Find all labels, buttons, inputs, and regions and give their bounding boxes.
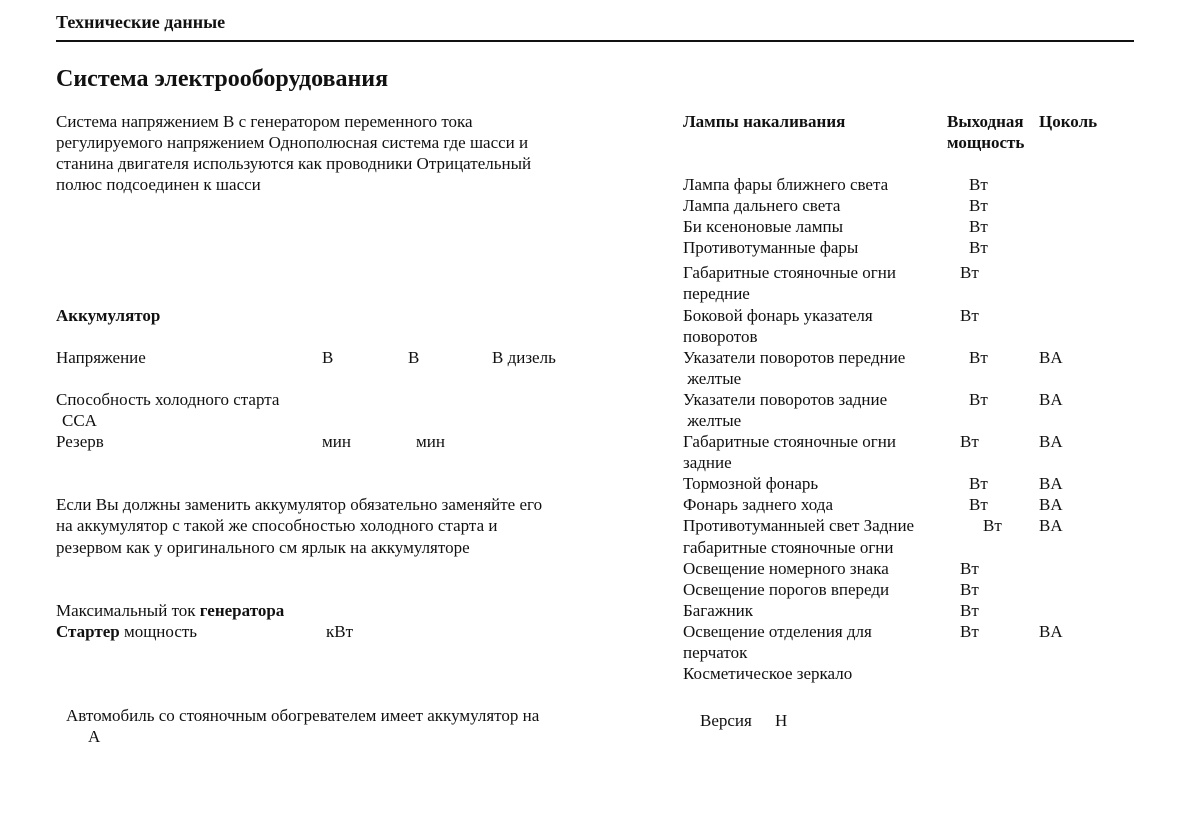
intro-line: станина двигателя используются как проводники Отрицательный bbox=[56, 154, 532, 173]
voltage-value: В bbox=[408, 348, 420, 367]
lamp-base: BA bbox=[1039, 432, 1063, 451]
starter-unit: кВт bbox=[326, 622, 354, 641]
lamp-name-cont: желтые bbox=[683, 369, 742, 388]
heater-note-line2: А bbox=[88, 727, 101, 746]
generator-line bbox=[56, 600, 284, 621]
lamp-name: Противотуманные фары bbox=[683, 238, 859, 257]
cold-start-label: Способность холодного старта bbox=[56, 390, 280, 409]
header-divider bbox=[56, 40, 1134, 42]
reserve-label: Резерв bbox=[56, 432, 104, 451]
lamps-header-power: Выходная bbox=[947, 112, 1024, 131]
lamp-name-cont: задние bbox=[683, 453, 732, 472]
lamp-power: Вт bbox=[983, 516, 1002, 535]
voltage-value: В bbox=[322, 348, 334, 367]
lamp-power: Вт bbox=[969, 175, 988, 194]
lamp-name: Указатели поворотов задние bbox=[683, 390, 888, 409]
battery-heading: Аккумулятор bbox=[56, 306, 161, 325]
lamp-name-cont: габаритные стояночные огни bbox=[683, 538, 894, 557]
lamp-name: Указатели поворотов передние bbox=[683, 348, 906, 367]
lamps-header-power-2: мощность bbox=[947, 133, 1025, 152]
lamp-name: Багажник bbox=[683, 601, 754, 620]
reserve-value: мин bbox=[416, 432, 445, 451]
lamp-power: Вт bbox=[960, 432, 979, 451]
lamp-name: Лампа фары ближнего света bbox=[683, 175, 889, 194]
lamps-header-name: Лампы накаливания bbox=[683, 112, 846, 131]
lamp-power: Вт bbox=[969, 196, 988, 215]
lamp-name: Фонарь заднего хода bbox=[683, 495, 833, 514]
lamp-power: Вт bbox=[960, 601, 979, 620]
lamp-power: Вт bbox=[960, 622, 979, 641]
lamps-header-base: Цоколь bbox=[1039, 112, 1098, 131]
lamp-name-cont: перчаток bbox=[683, 643, 748, 662]
lamp-name: Освещение отделения для bbox=[683, 622, 872, 641]
lamp-power: Вт bbox=[960, 263, 979, 282]
lamp-base: BA bbox=[1039, 622, 1063, 641]
lamp-power: Вт bbox=[969, 238, 988, 257]
starter-line bbox=[56, 621, 197, 642]
generator-prefix: Максимальный ток bbox=[56, 601, 200, 620]
lamp-name: Лампа дальнего света bbox=[683, 196, 841, 215]
lamp-power: Вт bbox=[969, 217, 988, 236]
lamp-base: BA bbox=[1039, 390, 1063, 409]
lamp-name: Би ксеноновые лампы bbox=[683, 217, 843, 236]
lamp-name: Противотуманныей свет Задние bbox=[683, 516, 915, 535]
intro-line: Система напряжением В с генератором переменного тока bbox=[56, 112, 473, 131]
lamp-base: BA bbox=[1039, 348, 1063, 367]
note-line: резервом как у оригинального см ярлык на аккумуляторе bbox=[56, 538, 470, 557]
starter-rest: мощность bbox=[119, 622, 198, 641]
lamp-power: Вт bbox=[960, 559, 979, 578]
lamp-power: Вт bbox=[969, 390, 988, 409]
lamp-name: Тормозной фонарь bbox=[683, 474, 819, 493]
lamp-power: Вт bbox=[969, 348, 988, 367]
lamp-power: Вт bbox=[969, 474, 988, 493]
lamp-power: Вт bbox=[960, 580, 979, 599]
lamp-name: Косметическое зеркало bbox=[683, 664, 853, 683]
lamp-base: BA bbox=[1039, 474, 1063, 493]
section-title: Система электрооборудования bbox=[56, 66, 389, 92]
lamp-power: Вт bbox=[960, 306, 979, 325]
running-header: Технические данные bbox=[56, 12, 226, 32]
lamp-base: BA bbox=[1039, 495, 1063, 514]
lamp-name-cont: поворотов bbox=[683, 327, 758, 346]
version-label: Версия bbox=[700, 711, 752, 730]
cold-start-sub: CCA bbox=[62, 411, 97, 430]
lamp-base: BA bbox=[1039, 516, 1063, 535]
lamp-name: Габаритные стояночные огни bbox=[683, 432, 896, 451]
heater-note-line1: Автомобиль со стояночным обогревателем имеет аккумулятор на bbox=[66, 706, 540, 725]
intro-line: полюс подсоединен к шасси bbox=[56, 175, 261, 194]
lamp-power: Вт bbox=[969, 495, 988, 514]
voltage-label: Напряжение bbox=[56, 348, 146, 367]
lamp-name-cont: желтые bbox=[683, 411, 742, 430]
reserve-value: мин bbox=[322, 432, 351, 451]
note-line: Если Вы должны заменить аккумулятор обязательно заменяйте его bbox=[56, 495, 543, 514]
note-line: на аккумулятор с такой же способностью холодного старта и bbox=[56, 516, 498, 535]
lamp-name: Освещение номерного знака bbox=[683, 559, 889, 578]
intro-line: регулируемого напряжением Однополюсная система где шасси и bbox=[56, 133, 529, 152]
lamp-name: Боковой фонарь указателя bbox=[683, 306, 873, 325]
version-value: H bbox=[775, 711, 788, 730]
lamp-name: Освещение порогов впереди bbox=[683, 580, 890, 599]
lamp-name: Габаритные стояночные огни bbox=[683, 263, 896, 282]
voltage-value-diesel: В дизель bbox=[492, 348, 556, 367]
generator-bold: генератора bbox=[199, 601, 285, 620]
starter-bold: Стартер bbox=[56, 622, 120, 641]
lamp-name-cont: передние bbox=[683, 284, 750, 303]
